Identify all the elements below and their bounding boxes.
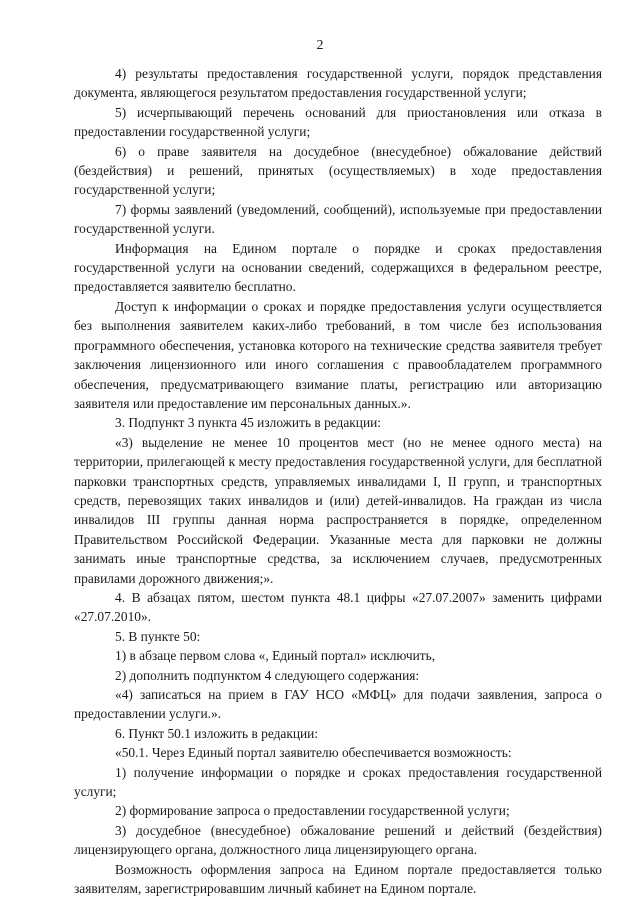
paragraph: 2) формирование запроса о предоставлении государственной услуги; (115, 803, 510, 819)
document-body (74, 64, 602, 898)
paragraph: Возможность оформления запроса на Едином портале предоставляется только заявителям, зарегистрировавшим личный кабинет на Едином портале. (74, 861, 602, 897)
paragraph: Информация на Едином портале о порядке и сроках предоставления государственной услуги на основании сведений, содержащихся в федеральном реестре, предоставляется заявителю бесплатно. (74, 240, 602, 295)
paragraph: 6. Пункт 50.1 изложить в редакции: (115, 725, 319, 741)
paragraph: 4. В абзацах пятом, шестом пункта 48.1 цифры «27.07.2007» заменить цифрами «27.07.2010». (74, 589, 602, 625)
paragraph: 5) исчерпывающий перечень оснований для приостановления или отказа в предоставлении государственной услуги; (74, 104, 602, 140)
page-number: 2 (316, 38, 324, 53)
paragraph: «3) выделение не менее 10 процентов мест (но не менее одного места) на территории, прилегающей к месту предоставления государственной услуги, для бесплатной парковки транспортных средств, управляемых инвалидами I, II групп, и транспортных средств, перевозящих таких инвалидов и (или) детей-инвалидов. На граждан из числа инвалидов III группы данная норма распространяется в порядке, определенном Правительством Российской Федерации. Указанные места для парковки не должны занимать иные транспортные средства, за исключением случаев, предусмотренных правилами дорожного движения;». (74, 434, 602, 586)
paragraph: 3) досудебное (внесудебное) обжалование решений и действий (бездействия) лицензирующего органа, должностного лица лицензирующего органа. (74, 822, 602, 858)
paragraph: 3. Подпункт 3 пункта 45 изложить в редакции: (115, 415, 382, 431)
paragraph: Доступ к информации о сроках и порядке предоставления услуги осуществляется без выполнения заявителем каких-либо требований, в том числе без использования программного обеспечения, установка которого на технические средства заявителя требует заключения лицензионного или иного соглашения с правообладателем программного обеспечения, предусматривающего взимание платы, регистрацию или авторизацию заявителя или предоставление им персональных данных.». (74, 298, 602, 411)
paragraph: 4) результаты предоставления государственной услуги, порядок представления документа, являющегося результатом предоставления государственной услуги; (74, 66, 602, 101)
paragraph: 7) формы заявлений (уведомлений, сообщений), используемые при предоставлении государственной услуги. (74, 201, 602, 237)
paragraph: 1) получение информации о порядке и сроках предоставления государственной услуги; (74, 764, 602, 800)
paragraph: 5. В пункте 50: (115, 628, 201, 644)
paragraph: «50.1. Через Единый портал заявителю обеспечивается возможность: (115, 745, 512, 761)
paragraph: «4) записаться на прием в ГАУ НСО «МФЦ» для подачи заявления, запроса о предоставлении услуги.». (74, 687, 602, 722)
paragraph: 6) о праве заявителя на досудебное (внесудебное) обжалование действий (бездействия) и решений, принятых (осуществляемых) в ходе предоставления государственной услуги; (74, 143, 602, 198)
paragraph: 2) дополнить подпунктом 4 следующего содержания: (115, 667, 420, 683)
paragraph: 1) в абзаце первом слова «, Единый портал» исключить, (115, 648, 436, 664)
